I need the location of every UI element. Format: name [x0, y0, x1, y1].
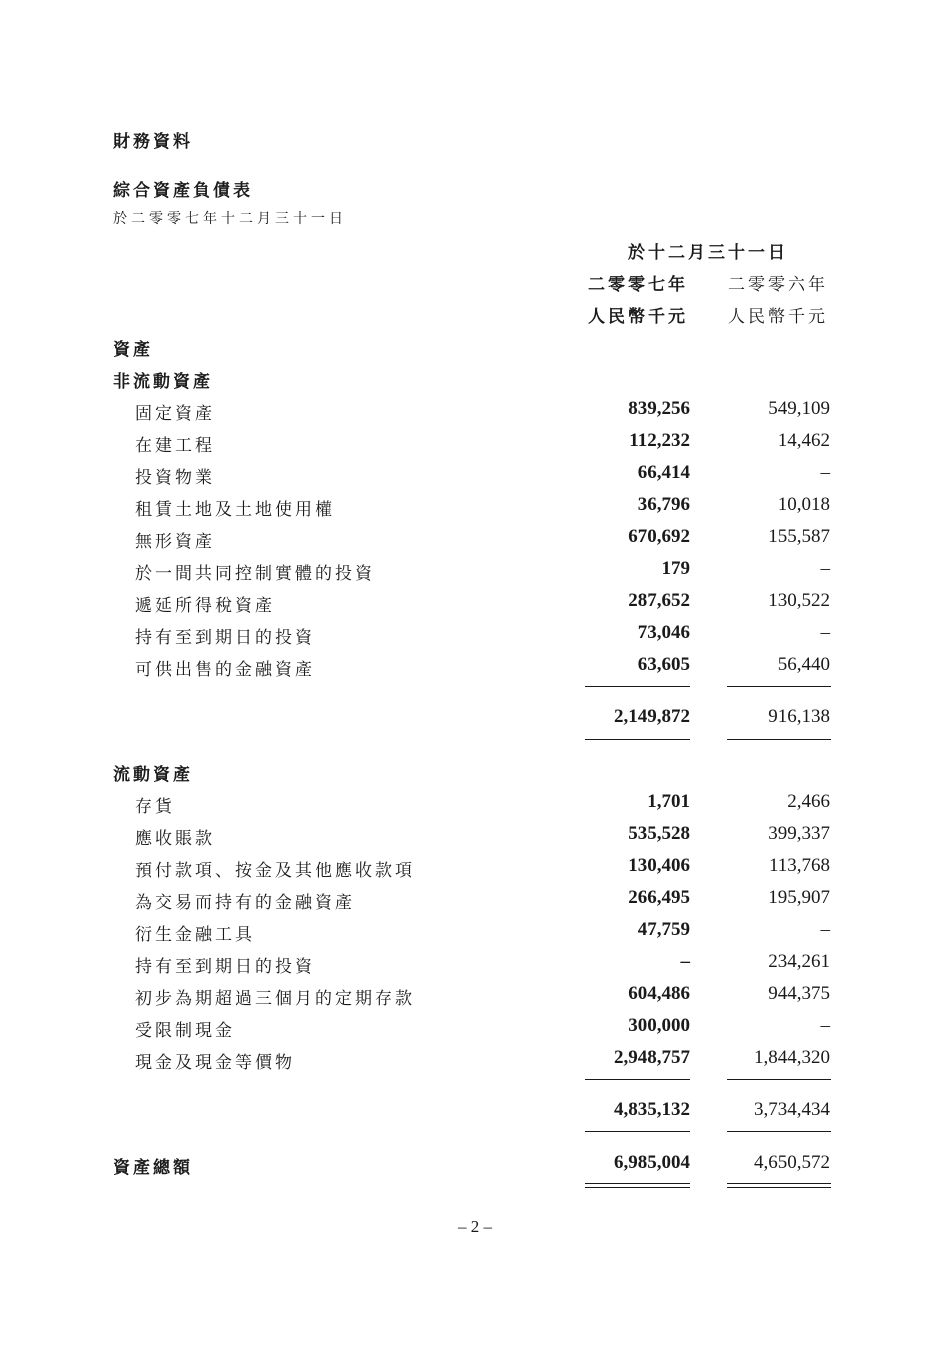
row-label: 無形資產	[135, 532, 215, 552]
grand-total-double-rule-2007	[585, 1183, 690, 1188]
total-assets-2006: 4,650,572	[754, 1152, 830, 1173]
row-value-2007: 112,232	[629, 430, 690, 451]
assets-heading: 資產	[113, 340, 153, 360]
row-value-2007: 266,495	[628, 887, 690, 908]
row-label: 於一間共同控制實體的投資	[135, 564, 375, 584]
row-label: 可供出售的金融資產	[135, 660, 315, 680]
row-value-2006: –	[820, 622, 830, 643]
row-value-2007: 604,486	[628, 983, 690, 1004]
row-value-2006: –	[820, 1015, 830, 1036]
total-assets-2007: 6,985,004	[614, 1152, 690, 1173]
row-value-2007: 63,605	[637, 654, 690, 675]
row-value-2006: 56,440	[777, 654, 830, 675]
current-total-2006: 3,734,434	[754, 1099, 830, 1120]
statement-date: 於二零零七年十二月三十一日	[113, 211, 347, 227]
non-current-assets-heading: 非流動資產	[113, 372, 213, 392]
row-value-2007: 1,701	[647, 791, 690, 812]
row-value-2006: 113,768	[768, 855, 830, 876]
row-value-2006: 14,462	[777, 430, 830, 451]
row-value-2006: 10,018	[777, 494, 830, 515]
row-label: 衍生金融工具	[135, 925, 255, 945]
row-value-2006: 2,466	[787, 791, 830, 812]
non-current-total-2006: 916,138	[768, 706, 830, 727]
total-assets-label: 資產總額	[113, 1158, 193, 1178]
row-value-2006: 234,261	[768, 951, 830, 972]
row-label: 投資物業	[135, 468, 215, 488]
row-label: 應收賬款	[135, 829, 215, 849]
total-rule-2007	[585, 739, 690, 740]
row-value-2007: 670,692	[628, 526, 690, 547]
subtotal-rule-2007	[585, 686, 690, 687]
row-value-2007: 36,796	[637, 494, 690, 515]
row-label: 存貨	[135, 797, 175, 817]
row-value-2006: 549,109	[768, 398, 830, 419]
total-rule-2006	[727, 739, 831, 740]
row-value-2006: –	[820, 919, 830, 940]
current-total-rule-2006	[727, 1131, 831, 1132]
row-label: 受限制現金	[135, 1021, 235, 1041]
row-value-2007: 130,406	[628, 855, 690, 876]
row-value-2007: 839,256	[628, 398, 690, 419]
current-assets-heading: 流動資產	[113, 765, 193, 785]
row-value-2007: 73,046	[637, 622, 690, 643]
row-value-2006: 1,844,320	[754, 1047, 830, 1068]
col-unit-2006: 人民幣千元	[728, 307, 828, 327]
row-value-2006: 399,337	[768, 823, 830, 844]
current-total-rule-2007	[585, 1131, 690, 1132]
current-subtotal-rule-2007	[585, 1079, 690, 1080]
row-value-2006: –	[820, 558, 830, 579]
col-header-2006: 二零零六年	[728, 275, 828, 295]
column-group-header: 於十二月三十一日	[628, 243, 788, 263]
row-label: 持有至到期日的投資	[135, 628, 315, 648]
col-unit-2007: 人民幣千元	[588, 307, 688, 327]
subtotal-rule-2006	[727, 686, 831, 687]
current-total-2007: 4,835,132	[614, 1099, 690, 1120]
row-label: 固定資產	[135, 404, 215, 424]
row-label: 在建工程	[135, 436, 215, 456]
row-label: 持有至到期日的投資	[135, 957, 315, 977]
section-title: 財務資料	[113, 132, 193, 152]
row-label: 租賃土地及土地使用權	[135, 500, 335, 520]
row-value-2007: 300,000	[628, 1015, 690, 1036]
non-current-total-2007: 2,149,872	[614, 706, 690, 727]
row-value-2007: –	[680, 951, 690, 972]
row-value-2006: 130,522	[768, 590, 830, 611]
row-value-2006: –	[820, 462, 830, 483]
col-header-2007: 二零零七年	[588, 275, 688, 295]
row-label: 為交易而持有的金融資產	[135, 893, 355, 913]
row-label: 現金及現金等價物	[135, 1053, 295, 1073]
row-value-2007: 535,528	[628, 823, 690, 844]
row-value-2007: 287,652	[628, 590, 690, 611]
grand-total-double-rule-2006	[727, 1183, 831, 1188]
current-subtotal-rule-2006	[727, 1079, 831, 1080]
row-value-2007: 66,414	[637, 462, 690, 483]
row-value-2007: 47,759	[637, 919, 690, 940]
row-label: 初步為期超過三個月的定期存款	[135, 989, 415, 1009]
statement-title: 綜合資產負債表	[113, 181, 253, 201]
row-value-2006: 155,587	[768, 526, 830, 547]
page-number: – 2 –	[458, 1217, 492, 1236]
row-label: 遞延所得稅資產	[135, 596, 275, 616]
row-value-2007: 2,948,757	[614, 1047, 690, 1068]
row-label: 預付款項、按金及其他應收款項	[135, 861, 415, 881]
row-value-2006: 195,907	[768, 887, 830, 908]
row-value-2007: 179	[661, 558, 690, 579]
row-value-2006: 944,375	[768, 983, 830, 1004]
